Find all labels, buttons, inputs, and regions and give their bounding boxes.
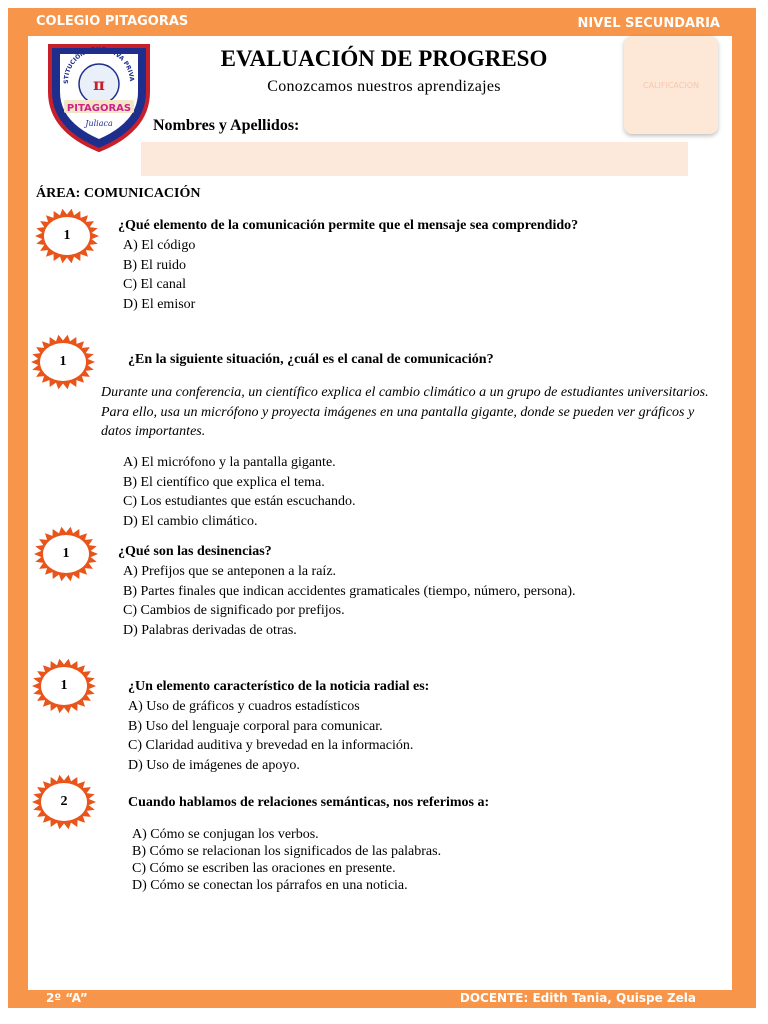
option-a[interactable]: A) Cómo se conjugan los verbos.: [132, 827, 319, 842]
option-c[interactable]: C) El canal: [123, 277, 186, 292]
points-value: 1: [62, 546, 70, 561]
option-d[interactable]: D) Cómo se conectan los párrafos en una noticia.: [132, 878, 408, 893]
option-a[interactable]: A) Uso de gráficos y cuadros estadísticos: [128, 699, 360, 714]
options-list: [123, 562, 576, 640]
option-a[interactable]: A) El micrófono y la pantalla gigante.: [123, 455, 336, 470]
option-c[interactable]: C) Los estudiantes que están escuchando.: [123, 494, 356, 509]
option-c[interactable]: C) Claridad auditiva y brevedad en la información.: [128, 738, 414, 753]
options-list: [123, 236, 195, 314]
points-value: 1: [63, 228, 71, 243]
points-value: 1: [59, 354, 67, 369]
name-field[interactable]: [141, 142, 688, 176]
points-badge: [31, 774, 97, 830]
points-badge: [30, 334, 96, 390]
logo-banner: PITAGORAS: [66, 103, 132, 114]
question-text: Cuando hablamos de relaciones semánticas, nos referimos a:: [128, 795, 490, 810]
svg-text:π: π: [93, 75, 105, 94]
option-d[interactable]: D) El cambio climático.: [123, 513, 258, 529]
area-heading: ÁREA: COMUNICACIÓN: [36, 186, 201, 201]
grade-box-label: CALIFICACION: [643, 80, 699, 90]
option-d[interactable]: D) El emisor: [123, 296, 196, 312]
option-d[interactable]: D) Uso de imágenes de apoyo.: [128, 757, 300, 773]
option-d[interactable]: D) Palabras derivadas de otras.: [123, 622, 297, 638]
page-subtitle: Conozcamos nuestros aprendizajes: [267, 78, 501, 95]
points-value: 2: [60, 794, 68, 809]
logo-arc-text: STITUCIÓN EDUCATIVA PRIVA: [62, 45, 136, 84]
teacher-name: DOCENTE: Edith Tania, Quispe Zela: [459, 991, 696, 1005]
question-text: ¿Un elemento característico de la noticia radial es:: [128, 679, 430, 694]
option-a[interactable]: A) El código: [123, 238, 196, 253]
option-c[interactable]: C) Cómo se escriben las oraciones en presente.: [132, 861, 396, 876]
situation-text: Durante una conferencia, un científico explica el cambio climático a un grupo de estudiantes universitarios. Para ello, usa un micrófono y proyecta imágenes en una pantalla gigante, donde se pueden ver gráficos y datos importantes.: [101, 385, 709, 439]
page-title: EVALUACIÓN DE PROGRESO: [220, 46, 548, 71]
options-list: [123, 453, 356, 531]
option-a[interactable]: A) Prefijos que se anteponen a la raíz.: [123, 564, 337, 579]
grade-section: 2º “A”: [46, 991, 88, 1005]
question-text: ¿En la siguiente situación, ¿cuál es el canal de comunicación?: [128, 352, 494, 367]
name-label: Nombres y Apellidos:: [153, 117, 300, 134]
option-b[interactable]: B) El ruido: [123, 257, 186, 273]
points-badge: [34, 208, 100, 264]
level-label: NIVEL SECUNDARIA: [577, 16, 720, 31]
option-b[interactable]: B) Cómo se relacionan los significados de las palabras.: [132, 844, 442, 859]
option-b[interactable]: B) El científico que explica el tema.: [123, 474, 325, 490]
options-list: [132, 826, 441, 894]
points-badge: [33, 526, 99, 582]
options-list: [128, 697, 413, 775]
option-b[interactable]: B) Uso del lenguaje corporal para comunicar.: [128, 718, 383, 734]
question-text: ¿Qué elemento de la comunicación permite que el mensaje sea comprendido?: [118, 218, 579, 233]
grade-box[interactable]: [624, 36, 718, 134]
points-value: 1: [60, 678, 68, 693]
option-b[interactable]: B) Partes finales que indican accidentes gramaticales (tiempo, número, persona).: [123, 583, 576, 599]
question-text: ¿Qué son las desinencias?: [118, 544, 272, 559]
school-name: COLEGIO PITAGORAS: [36, 14, 189, 29]
logo-script: Juliaca: [85, 119, 113, 128]
option-c[interactable]: C) Cambios de significado por prefijos.: [123, 603, 345, 618]
points-badge: [31, 658, 97, 714]
